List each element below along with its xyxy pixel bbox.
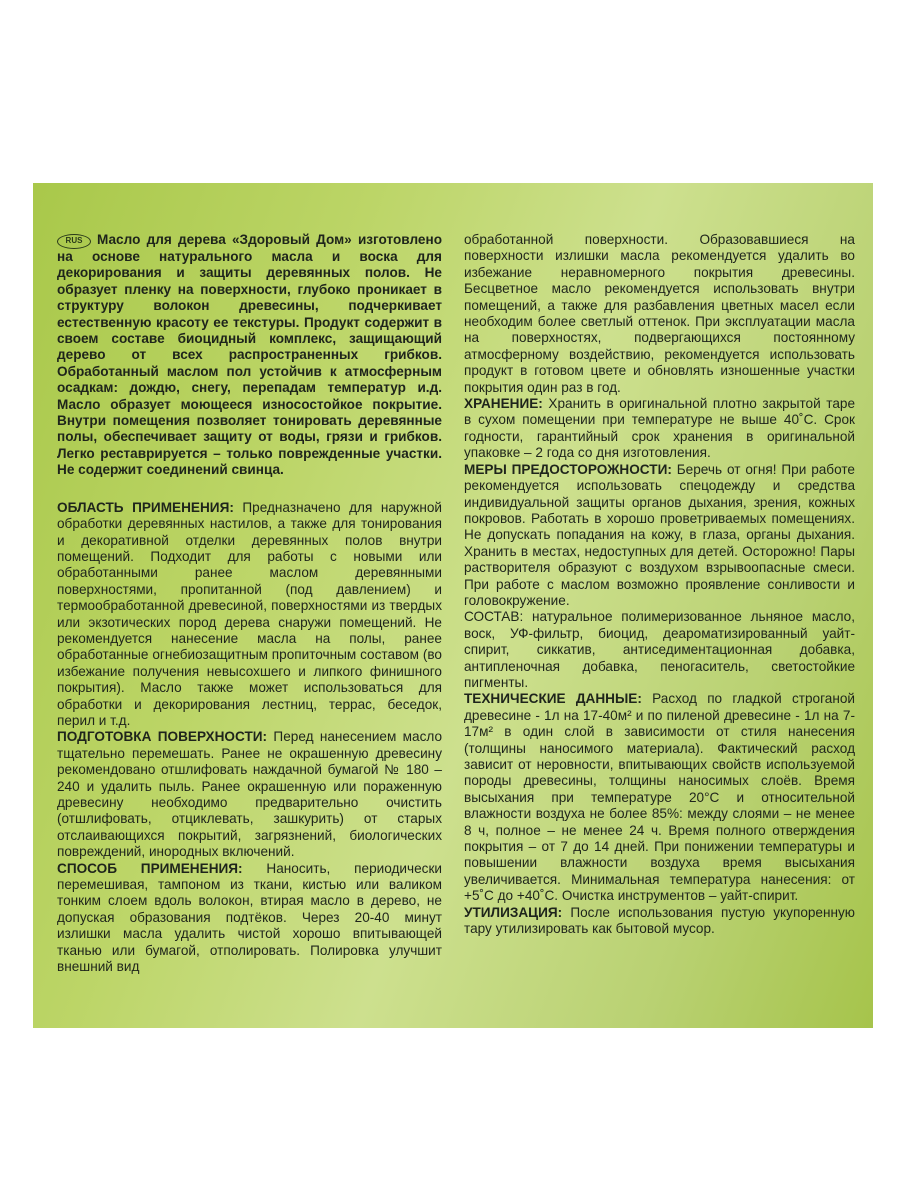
section-text: Расход по гладкой строганой древесине - 1л на 17-40м² и по пиленой древесине - 1л на 7-17м² в один слой в зависимости от стиля нанесения (толщины наносимого материала). Фактический расход зависит от неровности, впитывающих свойств используемой породы древесины, толщины наносимых слоёв. Время высыхания при температуре 20°С и относительной влажности воздуха не более 85%: между слоями – не менее 8 ч, полное – не менее 24 ч. Время полного отверждения покрытия – от 7 до 14 дней. При понижении температуры и повышении влажности воздуха время высыхания увеличивается. Минимальная температура нанесения: от +5˚С до +40˚С. Очистка инструментов – уайт-спирит. — [464, 691, 855, 904]
section-application-method — [57, 861, 442, 976]
left-column — [57, 232, 442, 975]
section-text: После использования пустую укупоренную тару утилизировать как бытовой мусор. — [464, 904, 856, 937]
section-disposal — [464, 905, 855, 938]
section-text: Беречь от огня! При работе рекомендуется использовать спецодежду и средства индивидуальной защиты органов дыхания, зрения, кожных покровов. Работать в хорошо проветриваемых помещениях. Не допускать попадания на кожу, в глаза, органы дыхания. Хранить в местах, недоступных для детей. Осторожно! Пары растворителя образуют с воздухом взрывоопасные смеси. При работе с маслом возможно проявление сонливости и головокружение. — [464, 461, 855, 608]
section-heading: ОБЛАСТЬ ПРИМЕНЕНИЯ: — [57, 499, 234, 515]
intro-text: Масло для дерева «Здоровый Дом» изготовлено на основе натурального масла и воска для декорирования и защиты деревянных полов. Не образует пленку на поверхности, глубоко проникает в структуру волокон древесины, подчеркивает естественную красоту ее текстуры. Продукт содержит в своем составе биоцидный комплекс, защищающий дерево от всех распространенных грибков. Обработанный маслом пол устойчив к атмосферным осадкам: дождю, снегу, перепадам температур и.д. Масло образует моющееся износостойкое покрытие. Внутри помещения позволяет тонировать деревянные полы, обеспечивает защиту от воды, грязи и грибков. Легко реставрируется – только поврежденные участки. Не содержит соединений свинца. — [57, 232, 442, 478]
section-text: Хранить в оригинальной плотно закрытой таре в сухом помещении при температуре не выше 40˚С. Срок годности, гарантийный срок хранения в оригинальной упаковке – 2 года со дня изготовления. — [464, 396, 856, 461]
section-surface-preparation — [57, 729, 442, 860]
right-column — [464, 232, 855, 937]
section-technical-data — [464, 691, 855, 904]
section-heading: МЕРЫ ПРЕДОСТОРОЖНОСТИ: — [464, 461, 672, 477]
section-storage — [464, 396, 855, 462]
section-text: Предназначено для наружной обработки деревянных настилов, а также для тонирования и декоративной отделки деревянных полов внутри помещений. Подходит для работы с новыми или обработанными ранее маслом деревянными поверхностями, пропитанной (под давлением) и термообработанной древесиной, поверхностями из твердых или экзотических пород дерева снаружи помещений. Не рекомендуется нанесение масла на полы, ранее обработанные огнебиозащитным пропиточным составом (во избежание получения невысохшего и липкого финишного покрытия). Масло также может использоваться для обработки и декорирования лестниц, террас, беседок, перил и т.д. — [57, 499, 443, 728]
section-heading: ПОДГОТОВКА ПОВЕРХНОСТИ: — [57, 729, 268, 745]
spacer — [57, 479, 442, 500]
section-text: Наносить, периодически перемешивая, тампоном из ткани, кистью или валиком тонким слоем вдоль волокон, втирая масло в дерево, не допуская образования подтёков. Через 20-40 минут излишки масла удалить чистой хорошо впитывающей тканью или бумагой, отполировать. Полировка улучшит внешний вид — [57, 860, 442, 975]
intro-paragraph — [57, 232, 442, 479]
product-label-panel — [33, 183, 873, 1028]
section-text: СОСТАВ: натуральное полимеризованное льняное масло, воск, УФ-фильтр, биоцид, деароматизированный уайт-спирит, сиккатив, антиседиментационная добавка, антипленочная добавка, пеногаситель, светостойкие пигменты. — [464, 609, 855, 690]
section-heading: ТЕХНИЧЕСКИЕ ДАННЫЕ: — [464, 691, 642, 707]
rus-language-badge: RUS — [57, 234, 91, 249]
section-heading: УТИЛИЗАЦИЯ: — [464, 904, 563, 920]
section-precautions — [464, 462, 855, 610]
section-heading: СПОСОБ ПРИМЕНЕНИЯ: — [57, 860, 243, 876]
continuation-paragraph: обработанной поверхности. Образовавшиеся на поверхности излишки масла рекомендуется удалить во избежание неравномерного покрытия древесины. Бесцветное масло рекомендуется использовать внутри помещений, а также для разбавления цветных масел если необходим более светлый оттенок. При эксплуатации масла на поверхностях, подвергающихся постоянному атмосферному воздействию, рекомендуется использовать продукт в готовом цвете и обновлять изношенные участки покрытия один раз в год. — [464, 232, 855, 395]
section-heading: ХРАНЕНИЕ: — [464, 396, 543, 412]
section-application-area — [57, 500, 442, 730]
section-text: Перед нанесением масло тщательно перемешать. Ранее не окрашенную древесину рекомендовано отшлифовать наждачной бумагой № 180 – 240 и удалить пыль. Ранее окрашенную или пораженную древесину необходимо предварительно очистить (отшлифовать, отциклевать, зашкурить) от старых отслаивающихся покрытий, загрязнений, биологических повреждений, инородных включений. — [57, 729, 443, 860]
section-composition — [464, 609, 855, 691]
